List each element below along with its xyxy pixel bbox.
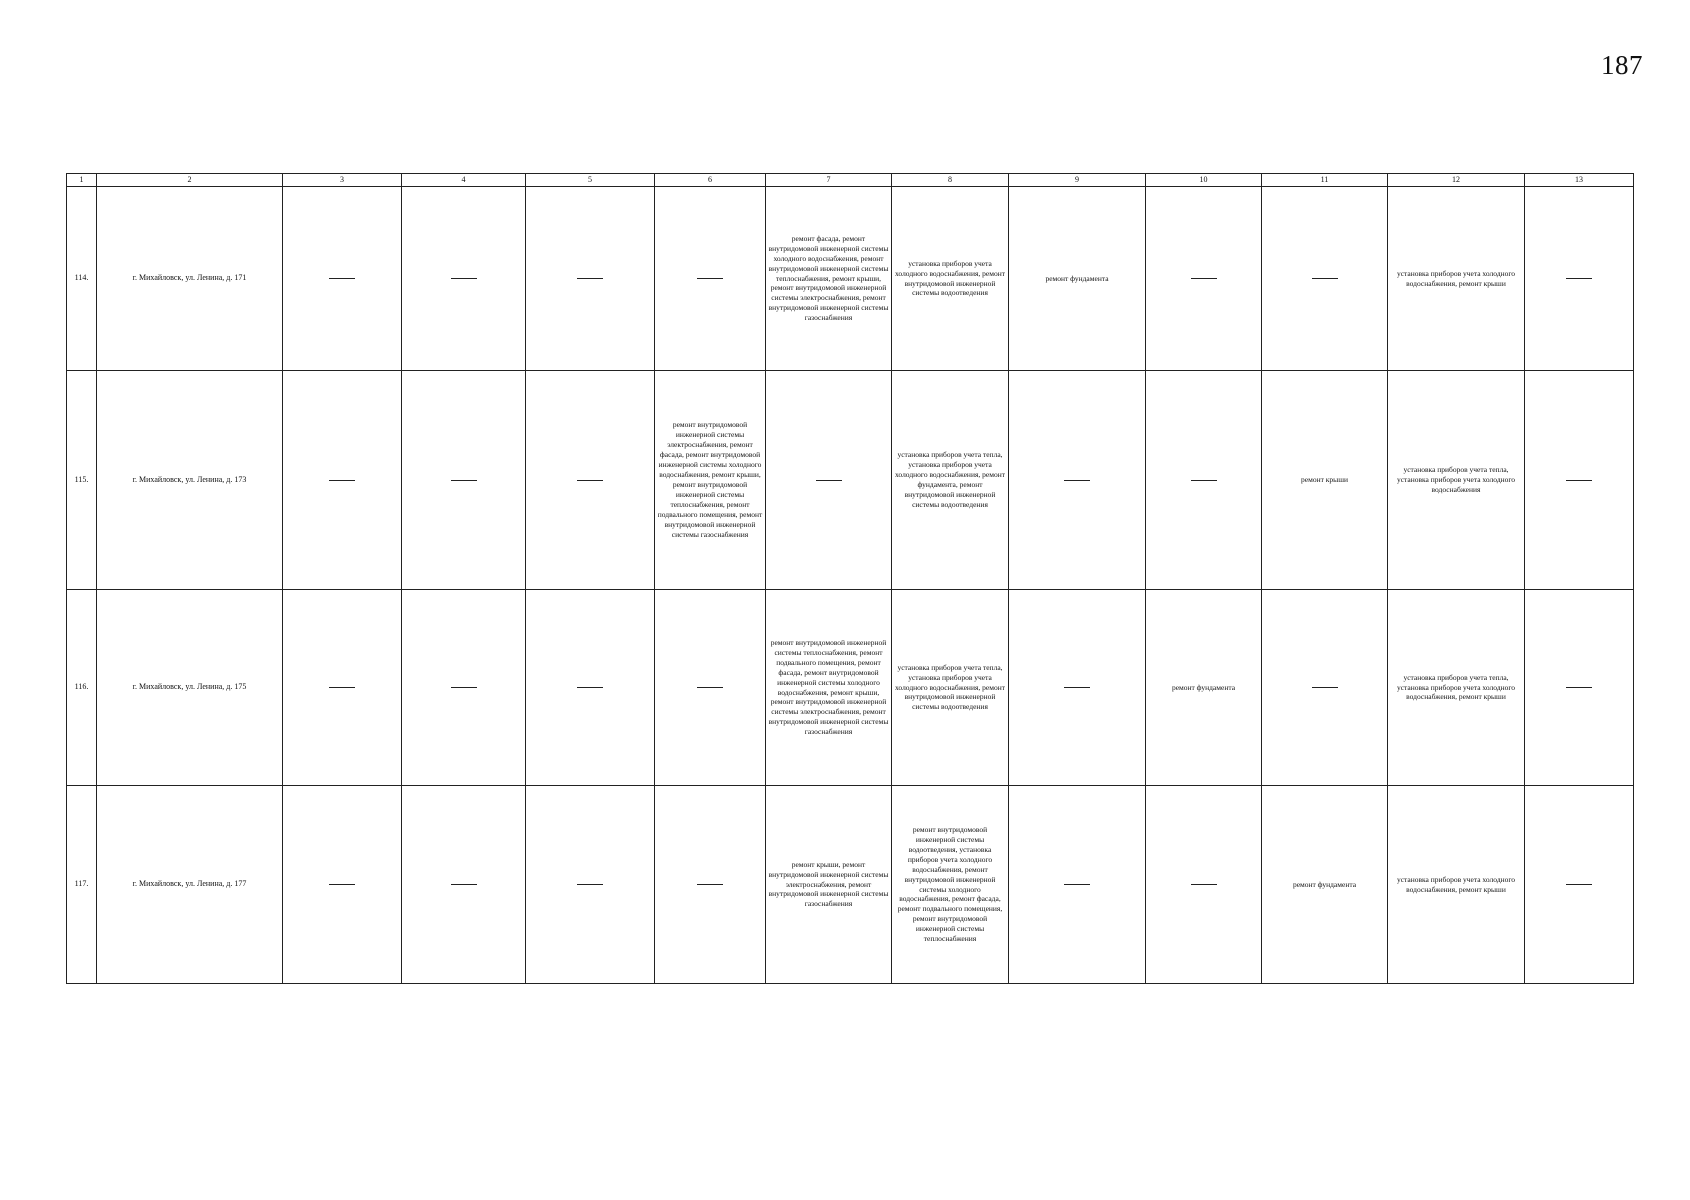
cell-col-4 (402, 371, 526, 590)
column-header-4: 4 (402, 174, 526, 187)
column-header-5: 5 (526, 174, 655, 187)
dash-mark (1312, 687, 1338, 688)
cell-col-13 (1525, 786, 1634, 984)
cell-col-10 (1146, 786, 1262, 984)
cell-col-13 (1525, 187, 1634, 371)
cell-col-10: ремонт фундамента (1146, 590, 1262, 786)
cell-col-4 (402, 590, 526, 786)
column-header-1: 1 (67, 174, 97, 187)
cell-col-9 (1009, 590, 1146, 786)
cell-col-5 (526, 371, 655, 590)
cell-col-7: ремонт фасада, ремонт внутридомовой инженерной системы холодного водоснабжения, ремонт внутридомовой инженерной системы теплоснабжения, ремонт крыши, ремонт внутридомовой инженерной системы электроснабжения, ремонт внутридомовой инженерной системы газоснабжения (766, 187, 892, 371)
cell-col-12: установка приборов учета тепла, установка приборов учета холодного водоснабжения (1388, 371, 1525, 590)
dash-mark (329, 278, 355, 279)
table-row (67, 590, 1634, 786)
cell-col-11: ремонт фундамента (1262, 786, 1388, 984)
dash-mark (1566, 480, 1592, 481)
cell-col-13 (1525, 371, 1634, 590)
dash-mark (1566, 884, 1592, 885)
column-header-12: 12 (1388, 174, 1525, 187)
dash-mark (451, 278, 477, 279)
dash-mark (697, 687, 723, 688)
cell-col-6 (655, 187, 766, 371)
row-number: 117. (67, 786, 97, 984)
dash-mark (816, 480, 842, 481)
dash-mark (1191, 480, 1217, 481)
dash-mark (329, 687, 355, 688)
cell-col-9 (1009, 371, 1146, 590)
cell-col-3 (283, 786, 402, 984)
column-header-6: 6 (655, 174, 766, 187)
dash-mark (577, 278, 603, 279)
cell-col-13 (1525, 590, 1634, 786)
cell-col-3 (283, 371, 402, 590)
column-header-9: 9 (1009, 174, 1146, 187)
address-cell: г. Михайловск, ул. Ленина, д. 171 (97, 187, 283, 371)
cell-col-9 (1009, 786, 1146, 984)
cell-col-10 (1146, 187, 1262, 371)
table-row (67, 187, 1634, 371)
cell-col-10 (1146, 371, 1262, 590)
row-number: 115. (67, 371, 97, 590)
cell-col-8: установка приборов учета тепла, установка приборов учета холодного водоснабжения, ремонт фундамента, ремонт внутридомовой инженерной системы водоотведения (892, 371, 1009, 590)
column-number-row (67, 174, 1634, 187)
row-number: 114. (67, 187, 97, 371)
cell-col-8: ремонт внутридомовой инженерной системы водоотведения, установка приборов учета холодного водоснабжения, ремонт внутридомовой инженерной системы холодного водоснабжения, ремонт фасада, ремонт подвального помещения, ремонт внутридомовой инженерной системы теплоснабжения (892, 786, 1009, 984)
address-cell: г. Михайловск, ул. Ленина, д. 173 (97, 371, 283, 590)
cell-col-7: ремонт внутридомовой инженерной системы теплоснабжения, ремонт подвального помещения, ремонт фасада, ремонт внутридомовой инженерной системы холодного водоснабжения, ремонт крыши, ремонт внутридомовой инженерной системы электроснабжения, ремонт внутридомовой инженерной системы газоснабжения (766, 590, 892, 786)
dash-mark (1191, 278, 1217, 279)
cell-col-8: установка приборов учета тепла, установка приборов учета холодного водоснабжения, ремонт внутридомовой инженерной системы водоотведения (892, 590, 1009, 786)
column-header-7: 7 (766, 174, 892, 187)
cell-col-12: установка приборов учета тепла, установка приборов учета холодного водоснабжения, ремонт крыши (1388, 590, 1525, 786)
dash-mark (1312, 278, 1338, 279)
dash-mark (577, 480, 603, 481)
column-header-11: 11 (1262, 174, 1388, 187)
cell-col-7 (766, 371, 892, 590)
dash-mark (1191, 884, 1217, 885)
dash-mark (451, 480, 477, 481)
cell-col-7: ремонт крыши, ремонт внутридомовой инженерной системы электроснабжения, ремонт внутридомовой инженерной системы газоснабжения (766, 786, 892, 984)
address-cell: г. Михайловск, ул. Ленина, д. 177 (97, 786, 283, 984)
dash-mark (1064, 480, 1090, 481)
cell-col-5 (526, 187, 655, 371)
cell-col-6 (655, 590, 766, 786)
cell-col-4 (402, 187, 526, 371)
column-header-2: 2 (97, 174, 283, 187)
cell-col-11: ремонт крыши (1262, 371, 1388, 590)
cell-col-4 (402, 786, 526, 984)
cell-col-11 (1262, 590, 1388, 786)
table-row (67, 786, 1634, 984)
cell-col-6: ремонт внутридомовой инженерной системы электроснабжения, ремонт фасада, ремонт внутридомовой инженерной системы холодного водоснабжения, ремонт крыши, ремонт внутридомовой инженерной системы теплоснабжения, ремонт подвального помещения, ремонт внутридомовой инженерной системы газоснабжения (655, 371, 766, 590)
cell-col-6 (655, 786, 766, 984)
column-header-13: 13 (1525, 174, 1634, 187)
dash-mark (697, 278, 723, 279)
column-header-3: 3 (283, 174, 402, 187)
cell-col-8: установка приборов учета холодного водоснабжения, ремонт внутридомовой инженерной системы водоотведения (892, 187, 1009, 371)
repair-schedule-table (66, 173, 1634, 984)
column-header-8: 8 (892, 174, 1009, 187)
address-cell: г. Михайловск, ул. Ленина, д. 175 (97, 590, 283, 786)
dash-mark (1566, 278, 1592, 279)
dash-mark (1566, 687, 1592, 688)
dash-mark (451, 687, 477, 688)
column-header-10: 10 (1146, 174, 1262, 187)
dash-mark (577, 884, 603, 885)
cell-col-11 (1262, 187, 1388, 371)
dash-mark (329, 480, 355, 481)
cell-col-12: установка приборов учета холодного водоснабжения, ремонт крыши (1388, 786, 1525, 984)
dash-mark (577, 687, 603, 688)
dash-mark (451, 884, 477, 885)
cell-col-5 (526, 590, 655, 786)
cell-col-12: установка приборов учета холодного водоснабжения, ремонт крыши (1388, 187, 1525, 371)
row-number: 116. (67, 590, 97, 786)
table-row (67, 371, 1634, 590)
cell-col-3 (283, 187, 402, 371)
cell-col-9: ремонт фундамента (1009, 187, 1146, 371)
dash-mark (1064, 687, 1090, 688)
page-number: 187 (1601, 50, 1643, 80)
dash-mark (329, 884, 355, 885)
cell-col-5 (526, 786, 655, 984)
dash-mark (1064, 884, 1090, 885)
dash-mark (697, 884, 723, 885)
cell-col-3 (283, 590, 402, 786)
